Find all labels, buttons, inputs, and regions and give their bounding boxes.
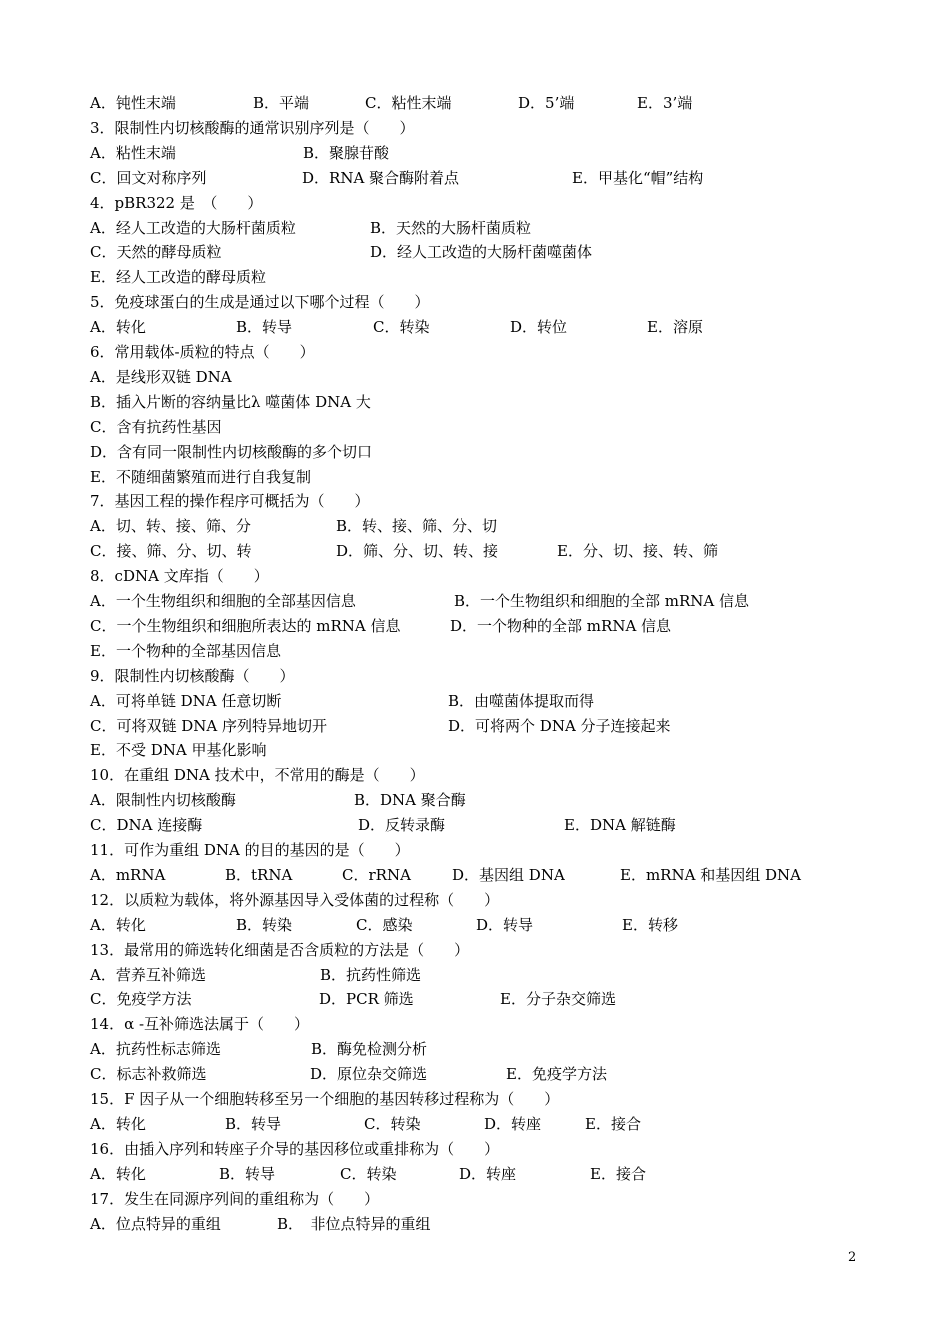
- answer-option: D．PCR 筛选: [319, 990, 414, 1009]
- answer-option: B．酶免检测分析: [311, 1040, 428, 1059]
- answer-option: A．mRNA: [90, 865, 166, 884]
- answer-option: B． 非位点特异的重组: [277, 1214, 431, 1233]
- answer-option: E．免疫学方法: [506, 1065, 607, 1084]
- answer-option: A．粘性末端: [90, 143, 176, 162]
- answer-option: E．mRNA 和基因组 DNA: [620, 865, 801, 884]
- answer-option: A．可将单链 DNA 任意切断: [90, 691, 282, 710]
- answer-option: E．分、切、接、转、筛: [557, 542, 718, 561]
- answer-option: D．一个物种的全部 mRNA 信息: [450, 616, 672, 635]
- answer-option: E．接合: [585, 1114, 641, 1133]
- answer-option: A．抗药性标志筛选: [90, 1040, 221, 1059]
- answer-option: A．经人工改造的大肠杆菌质粒: [90, 218, 296, 237]
- question-stem: 16．由插入序列和转座子介导的基因移位或重排称为（ ）: [90, 1139, 500, 1158]
- answer-option: D．转座: [484, 1114, 542, 1133]
- answer-option: B．插入片断的容纳量比λ 噬菌体 DNA 大: [90, 392, 371, 411]
- answer-option: D．可将两个 DNA 分子连接起来: [448, 716, 671, 735]
- answer-option: B．转导: [236, 318, 293, 337]
- question-stem: 3．限制性内切核酸酶的通常识别序列是（ ）: [90, 118, 415, 137]
- answer-option: E．溶原: [647, 318, 703, 337]
- page-number: 2: [848, 1250, 857, 1265]
- answer-option: E．接合: [590, 1164, 646, 1183]
- answer-option: B．转染: [236, 915, 293, 934]
- answer-option: A．转化: [90, 1164, 146, 1183]
- question-stem: 5．免疫球蛋白的生成是通过以下哪个过程（ ）: [90, 293, 430, 312]
- answer-option: C．标志补救筛选: [90, 1065, 207, 1084]
- answer-option: A．钝性末端: [90, 94, 176, 112]
- answer-option: B．聚腺苷酸: [303, 143, 390, 162]
- answer-option: D．5’端: [518, 94, 575, 112]
- answer-option: D．转导: [476, 915, 534, 934]
- answer-option: A．一个生物组织和细胞的全部基因信息: [90, 592, 356, 610]
- answer-option: A．位点特异的重组: [90, 1214, 221, 1233]
- answer-option: B．由噬菌体提取而得: [448, 691, 595, 710]
- answer-option: A．切、转、接、筛、分: [90, 517, 251, 536]
- answer-option: C．回文对称序列: [90, 168, 207, 187]
- answer-option: C．转染: [364, 1114, 421, 1133]
- question-stem: 12．以质粒为载体，将外源基因导入受体菌的过程称（ ）: [90, 890, 500, 909]
- answer-option: E．不受 DNA 甲基化影响: [90, 741, 267, 760]
- answer-option: A．是线形双链 DNA: [90, 367, 232, 386]
- answer-option: B．tRNA: [225, 865, 293, 884]
- answer-option: C．rRNA: [342, 865, 411, 884]
- answer-option: E．3’端: [637, 94, 693, 112]
- answer-option: B．DNA 聚合酶: [354, 791, 466, 810]
- answer-option: C．天然的酵母质粒: [90, 243, 222, 262]
- answer-option: E．DNA 解链酶: [564, 816, 676, 835]
- answer-option: C．接、筛、分、切、转: [90, 542, 252, 561]
- answer-option: C．转染: [340, 1164, 397, 1183]
- question-stem: 15．F 因子从一个细胞转移至另一个细胞的基因转移过程称为（ ）: [90, 1090, 560, 1108]
- question-stem: 11．可作为重组 DNA 的目的基因的是（ ）: [90, 841, 410, 859]
- question-stem: 17．发生在同源序列间的重组称为（ ）: [90, 1189, 380, 1208]
- answer-option: C．含有抗药性基因: [90, 417, 222, 436]
- answer-option: E．转移: [622, 915, 678, 934]
- answer-option: D．反转录酶: [358, 816, 446, 835]
- answer-option: C．感染: [356, 915, 413, 934]
- answer-option: C．一个生物组织和细胞所表达的 mRNA 信息: [90, 616, 401, 635]
- answer-option: E．分子杂交筛选: [500, 990, 616, 1009]
- answer-option: A．营养互补筛选: [90, 965, 206, 984]
- answer-option: D．经人工改造的大肠杆菌噬菌体: [370, 243, 593, 262]
- answer-option: D．含有同一限制性内切核酸酶的多个切口: [90, 442, 373, 461]
- answer-option: C．可将双链 DNA 序列特异地切开: [90, 716, 327, 735]
- answer-option: D．RNA 聚合酶附着点: [302, 168, 460, 187]
- answer-option: A．转化: [90, 915, 146, 934]
- question-stem: 13．最常用的筛选转化细菌是否含质粒的方法是（ ）: [90, 940, 470, 959]
- answer-option: B．平端: [253, 94, 310, 112]
- question-stem: 14．α -互补筛选法属于（ ）: [90, 1015, 310, 1034]
- answer-option: B．转、接、筛、分、切: [336, 517, 498, 536]
- answer-option: B．天然的大肠杆菌质粒: [370, 218, 532, 237]
- answer-option: D．基因组 DNA: [452, 865, 565, 884]
- question-stem: 4．pBR322 是 （ ）: [90, 193, 263, 212]
- answer-option: A．转化: [90, 318, 146, 337]
- answer-option: A．转化: [90, 1114, 146, 1133]
- answer-option: D．原位杂交筛选: [310, 1065, 428, 1084]
- answer-option: E．经人工改造的酵母质粒: [90, 268, 266, 287]
- answer-option: B．一个生物组织和细胞的全部 mRNA 信息: [454, 592, 750, 610]
- question-stem: 6．常用载体-质粒的特点（ ）: [90, 343, 315, 361]
- answer-option: D．转座: [459, 1164, 517, 1183]
- answer-option: C．转染: [373, 318, 430, 337]
- answer-option: C．粘性末端: [365, 94, 452, 112]
- answer-option: E．一个物种的全部基因信息: [90, 641, 281, 660]
- answer-option: D．筛、分、切、转、接: [336, 542, 499, 561]
- answer-option: B．抗药性筛选: [320, 965, 422, 984]
- answer-option: A．限制性内切核酸酶: [90, 791, 236, 810]
- answer-option: D．转位: [510, 318, 568, 337]
- answer-option: E．甲基化“帽”结构: [572, 168, 704, 187]
- question-stem: 7．基因工程的操作程序可概括为（ ）: [90, 492, 370, 511]
- question-stem: 8．cDNA 文库指（ ）: [90, 567, 269, 586]
- answer-option: B．转导: [219, 1164, 276, 1183]
- answer-option: C．免疫学方法: [90, 990, 192, 1009]
- question-stem: 9．限制性内切核酸酶（ ）: [90, 666, 295, 685]
- answer-option: E．不随细菌繁殖而进行自我复制: [90, 467, 311, 486]
- question-stem: 10．在重组 DNA 技术中，不常用的酶是（ ）: [90, 766, 425, 785]
- answer-option: B．转导: [225, 1114, 282, 1133]
- answer-option: C．DNA 连接酶: [90, 816, 203, 835]
